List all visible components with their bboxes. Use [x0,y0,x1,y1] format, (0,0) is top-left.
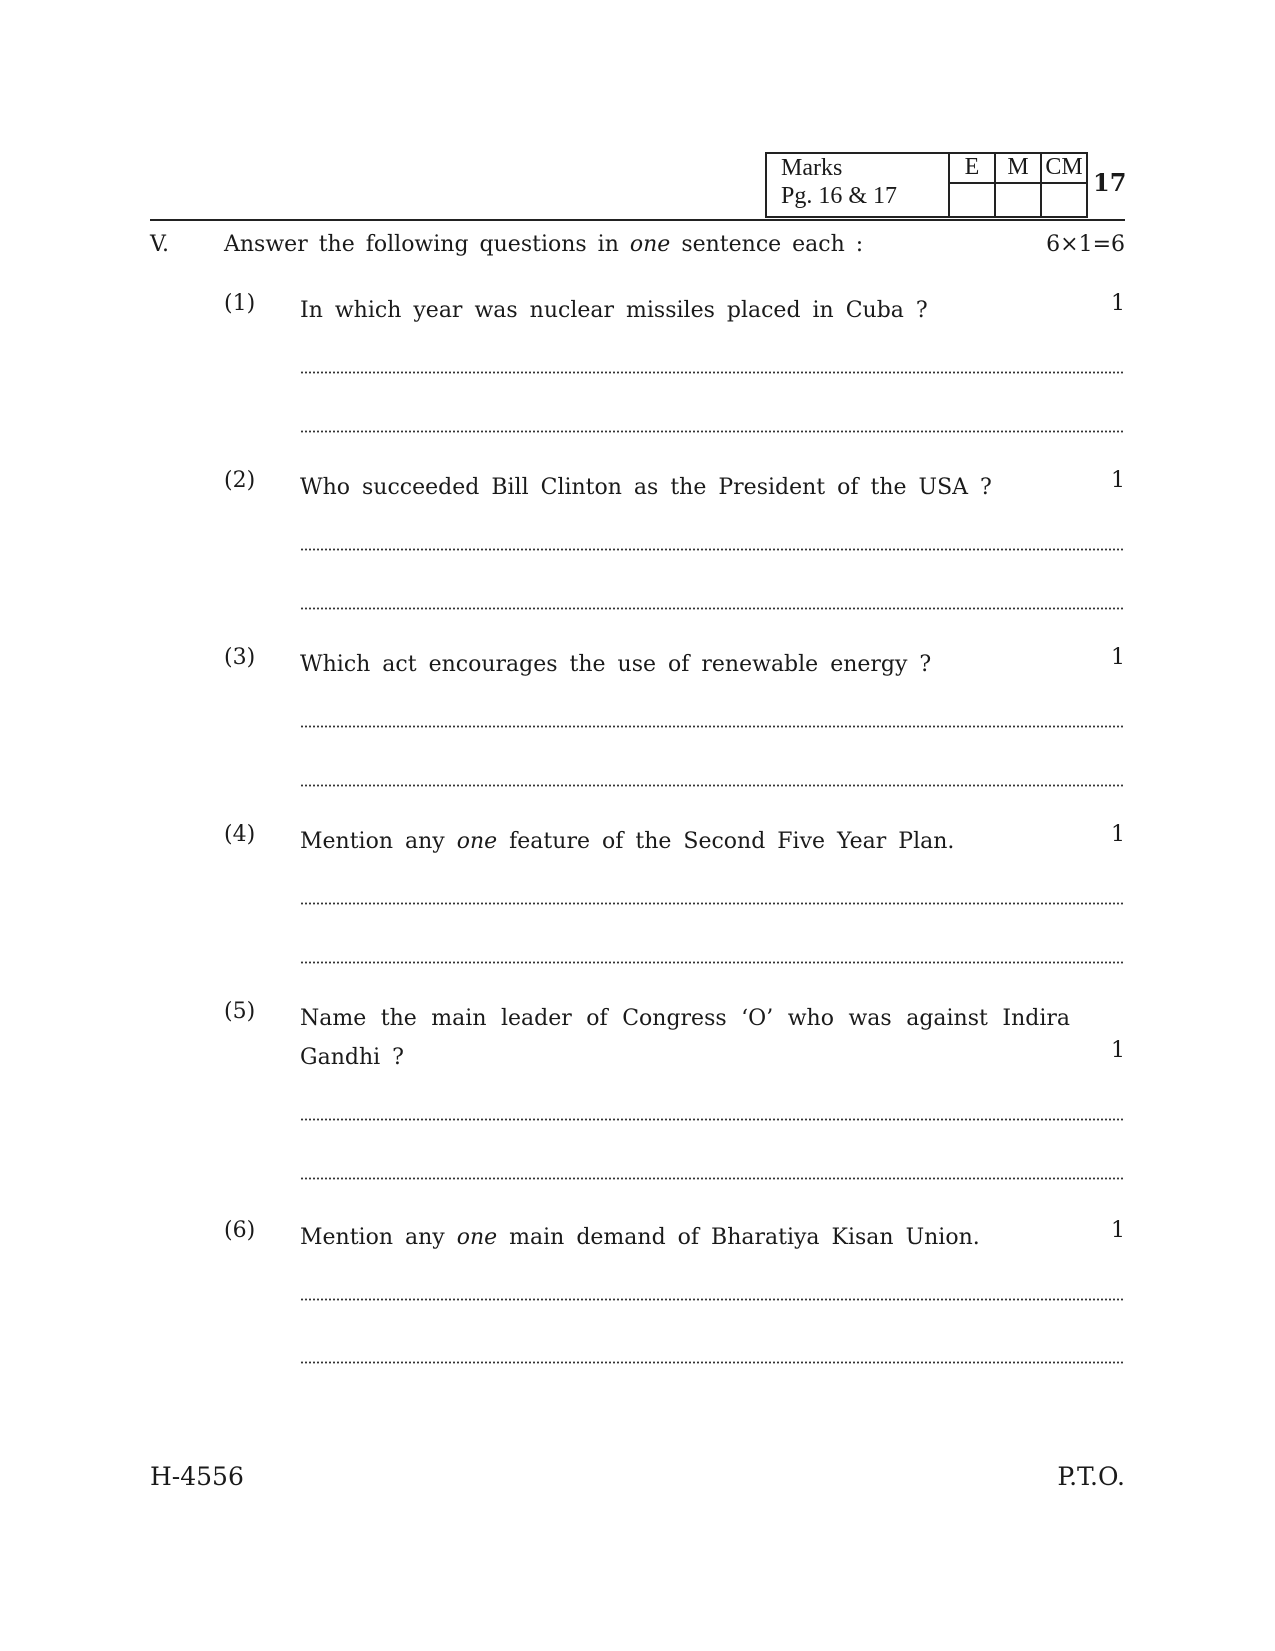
question-marks: 1 [1111,1218,1125,1243]
cell-e-marks [949,183,995,217]
section-instruction: Answer the following questions in one sentence each : [224,232,864,257]
question-number: (4) [224,822,256,847]
question-number: (1) [224,291,256,316]
question-number: (2) [224,468,256,493]
question-marks: 1 [1111,822,1125,847]
question-marks: 1 [1111,645,1125,670]
cell-cm-marks [1041,183,1087,217]
question-marks: 1 [1111,468,1125,493]
answer-line[interactable] [300,371,1125,374]
paper-code: H-4556 [150,1462,244,1491]
answer-line[interactable] [300,607,1125,610]
header-rule [150,219,1125,221]
column-e: E [949,153,995,183]
section-marks: 6×1=6 [1046,232,1125,257]
pto-label: P.T.O. [1057,1462,1125,1491]
column-cm: CM [1041,153,1087,183]
answer-line[interactable] [300,902,1125,905]
answer-line[interactable] [300,961,1125,964]
question-text: Which act encourages the use of renewable energy ? [300,652,932,677]
answer-line[interactable] [300,725,1125,728]
answer-line[interactable] [300,1361,1125,1364]
answer-line[interactable] [300,430,1125,433]
answer-line[interactable] [300,548,1125,551]
question-number: (6) [224,1218,256,1243]
question-text: Who succeeded Bill Clinton as the President of the USA ? [300,475,992,500]
marks-label: Marks [781,155,843,181]
cell-m-marks [995,183,1041,217]
marks-label-cell [766,153,949,217]
answer-line[interactable] [300,1177,1125,1180]
page-number: 17 [1093,168,1127,197]
question-text: Mention any one main demand of Bharatiya Kisan Union. [300,1225,980,1250]
section-number: V. [150,232,170,257]
question-text: In which year was nuclear missiles placed in Cuba ? [300,298,928,323]
pages-label: Pg. 16 & 17 [781,183,898,209]
question-number: (5) [224,999,256,1024]
answer-line[interactable] [300,1118,1125,1121]
question-text: Name the main leader of Congress ‘O’ who was against Indira Gandhi ? [300,1006,1070,1070]
column-m: M [995,153,1041,183]
question-number: (3) [224,645,256,670]
answer-line[interactable] [300,1298,1125,1301]
question-text: Mention any one feature of the Second Five Year Plan. [300,829,955,854]
question-marks: 1 [1111,1038,1125,1063]
question-marks: 1 [1111,291,1125,316]
answer-line[interactable] [300,784,1125,787]
marks-table [765,152,1088,218]
